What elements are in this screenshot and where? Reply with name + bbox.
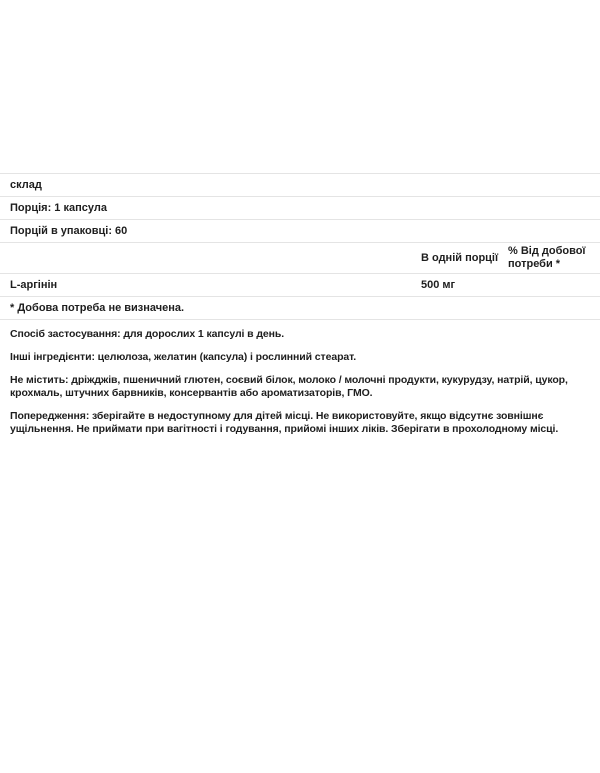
serving-size-label: Порція: 1 капсула — [10, 202, 107, 214]
table-row-serving-size — [0, 197, 600, 220]
info-paragraphs — [0, 320, 600, 436]
table-header-row — [0, 243, 600, 274]
warning-text: Попередження: зберігайте в недоступному для дітей місці. Не використовуйте, якщо відсутнє зовнішнє ущільнення. Не приймати при вагітності і годування, прийомі інших ліків. Зберігати в прохолодному місці. — [10, 410, 559, 435]
table-row-footnote — [0, 297, 600, 320]
footnote-text: * Добова потреба не визначена. — [10, 302, 185, 314]
column-header-daily-value: % Від добової потреби * — [508, 245, 586, 270]
composition-label: склад — [10, 179, 42, 191]
does-not-contain-text: Не містить: дріжджів, пшеничний глютен, соєвий білок, молоко / молочні продукти, кукурудзу, натрій, цукор, крохмаль, штучних барвників, консервантів або ароматизаторів, ГМО. — [10, 374, 568, 399]
servings-per-container-label: Порцій в упаковці: 60 — [10, 225, 128, 237]
ingredient-name: L-аргінін — [10, 279, 58, 291]
column-header-per-serving: В одній порції — [421, 251, 499, 264]
table-row-ingredient — [0, 274, 600, 297]
table-row-composition — [0, 174, 600, 197]
supplement-facts-section — [0, 173, 600, 436]
ingredient-amount: 500 мг — [421, 278, 456, 291]
other-ingredients-text: Інші інгредієнти: целюлоза, желатин (капсула) і рослинний стеарат. — [10, 351, 357, 363]
supplement-facts-table — [0, 173, 600, 320]
usage-directions-text: Спосіб застосування: для дорослих 1 капсулі в день. — [10, 328, 285, 340]
table-row-servings-per-container — [0, 220, 600, 243]
